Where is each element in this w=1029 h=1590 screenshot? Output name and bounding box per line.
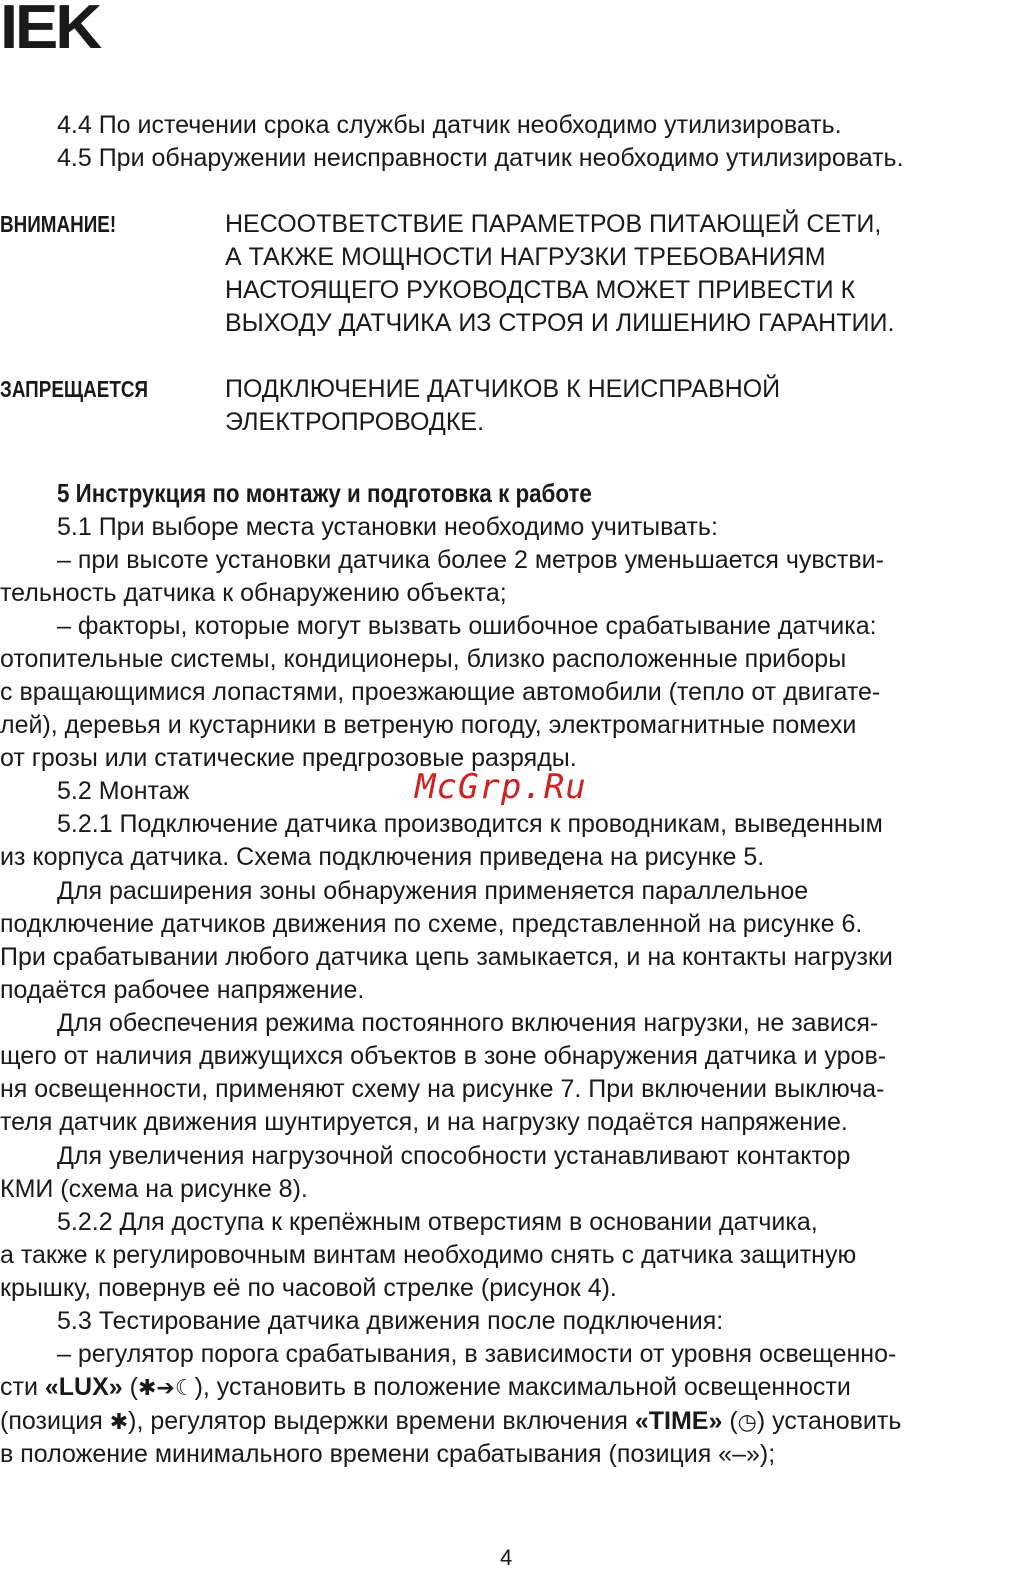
body-line: щего от наличия движущихся объектов в зоне обнаружения датчика и уров- [0,1042,887,1070]
body-line: крышку, повернув её по часовой стрелке (рисунок 4). [0,1274,617,1302]
body-line: – регулятор порога срабатывания, в зависимости от уровня освещенно- [57,1340,897,1368]
lux-line-open: ( [122,1373,138,1401]
body-line: При срабатывании любого датчика цепь замыкается, и на контакты нагрузки [0,943,893,971]
body-line: лей), деревья и кустарники в ветреную погоду, электромагнитные помехи [0,711,857,739]
body-line: Для обеспечения режима постоянного включения нагрузки, не завися- [57,1009,879,1037]
body-line: 5.2.2 Для доступа к крепёжным отверстиям в основании датчика, [57,1208,818,1236]
body-line: Для расширения зоны обнаружения применяется параллельное [57,877,809,905]
warning-line: А ТАКЖЕ МОЩНОСТИ НАГРУЗКИ ТРЕБОВАНИЯМ [225,243,826,271]
item-4-4: 4.4 По истечении срока службы датчик необходимо утилизировать. [57,111,842,139]
body-line: подключение датчиков движения по схеме, представленной на рисунке 6. [0,910,863,938]
body-line: Для увеличения нагрузочной способности устанавливают контактор [57,1142,851,1170]
item-4-5: 4.5 При обнаружении неисправности датчик необходимо утилизировать. [57,144,904,172]
warning-line: ВЫХОДУ ДАТЧИКА ИЗ СТРОЯ И ЛИШЕНИЮ ГАРАНТИИ. [225,309,895,337]
forbidden-label: ЗАПРЕЩАЕТСЯ [0,376,149,402]
body-line: 5.2 Монтаж [57,777,190,805]
iek-logo [0,0,114,62]
time-label: «TIME» [634,1407,723,1435]
body-line: – факторы, которые могут вызвать ошибочное срабатывание датчика: [57,612,877,640]
body-line: 5.3 Тестирование датчика движения после подключения: [57,1307,724,1335]
lux-line-pre: сти [0,1373,45,1401]
logo-text: IEK [0,0,100,62]
time-line-post: ) установить [756,1407,902,1435]
warning-line: НЕСООТВЕТСТВИЕ ПАРАМЕТРОВ ПИТАЮЩЕЙ СЕТИ, [225,210,882,238]
body-line: от грозы или статические предгрозовые разряды. [0,744,577,772]
body-line: подаётся рабочее напряжение. [0,976,365,1004]
body-line: тельность датчика к обнаружению объекта; [0,579,507,607]
watermark: McGrp.Ru [415,767,587,807]
body-line: а также к регулировочным винтам необходимо снять с датчика защитную [0,1241,857,1269]
body-line: отопительные системы, кондиционеры, близко расположенные приборы [0,645,847,673]
time-line-mid: ), регулятор выдержки времени включения [128,1407,635,1435]
warning-line: НАСТОЯЩЕГО РУКОВОДСТВА МОЖЕТ ПРИВЕСТИ К [225,276,856,304]
body-line: КМИ (схема на рисунке 8). [0,1175,308,1203]
section-5-heading: 5 Инструкция по монтажу и подготовка к работе [57,478,592,508]
time-line-pre: (позиция [0,1407,110,1435]
body-line: в положение минимального времени срабатывания (позиция «–»); [0,1440,776,1468]
body-line: из корпуса датчика. Схема подключения приведена на рисунке 5. [0,843,765,871]
sun-to-moon-icon: ✱➔☾ [137,1376,195,1401]
warning-label: ВНИМАНИЕ! [0,211,117,237]
time-line [0,1405,901,1439]
clock-icon: ◷ [737,1410,757,1435]
page-number: 4 [500,1545,513,1570]
forbidden-line: ЭЛЕКТРОПРОВОДКЕ. [225,408,485,436]
lux-line-post: ), установить в положение максимальной освещенности [194,1373,851,1401]
lux-line [0,1371,851,1405]
sun-icon: ✱ [109,1410,129,1435]
body-line: ня освещенности, применяют схему на рисунке 7. При включении выключа- [0,1075,885,1103]
forbidden-line: ПОДКЛЮЧЕНИЕ ДАТЧИКОВ К НЕИСПРАВНОЙ [225,375,781,403]
time-line-open: ( [722,1407,738,1435]
body-line: 5.1 При выборе места установки необходимо учитывать: [57,513,718,541]
body-line: – при высоте установки датчика более 2 метров уменьшается чувстви- [57,546,884,574]
body-line: 5.2.1 Подключение датчика производится к проводникам, выведенным [57,810,883,838]
body-line: с вращающимися лопастями, проезжающие автомобили (тепло от двигате- [0,678,881,706]
body-line: теля датчик движения шунтируется, и на нагрузку подаётся напряжение. [0,1108,848,1136]
lux-label: «LUX» [44,1373,123,1401]
